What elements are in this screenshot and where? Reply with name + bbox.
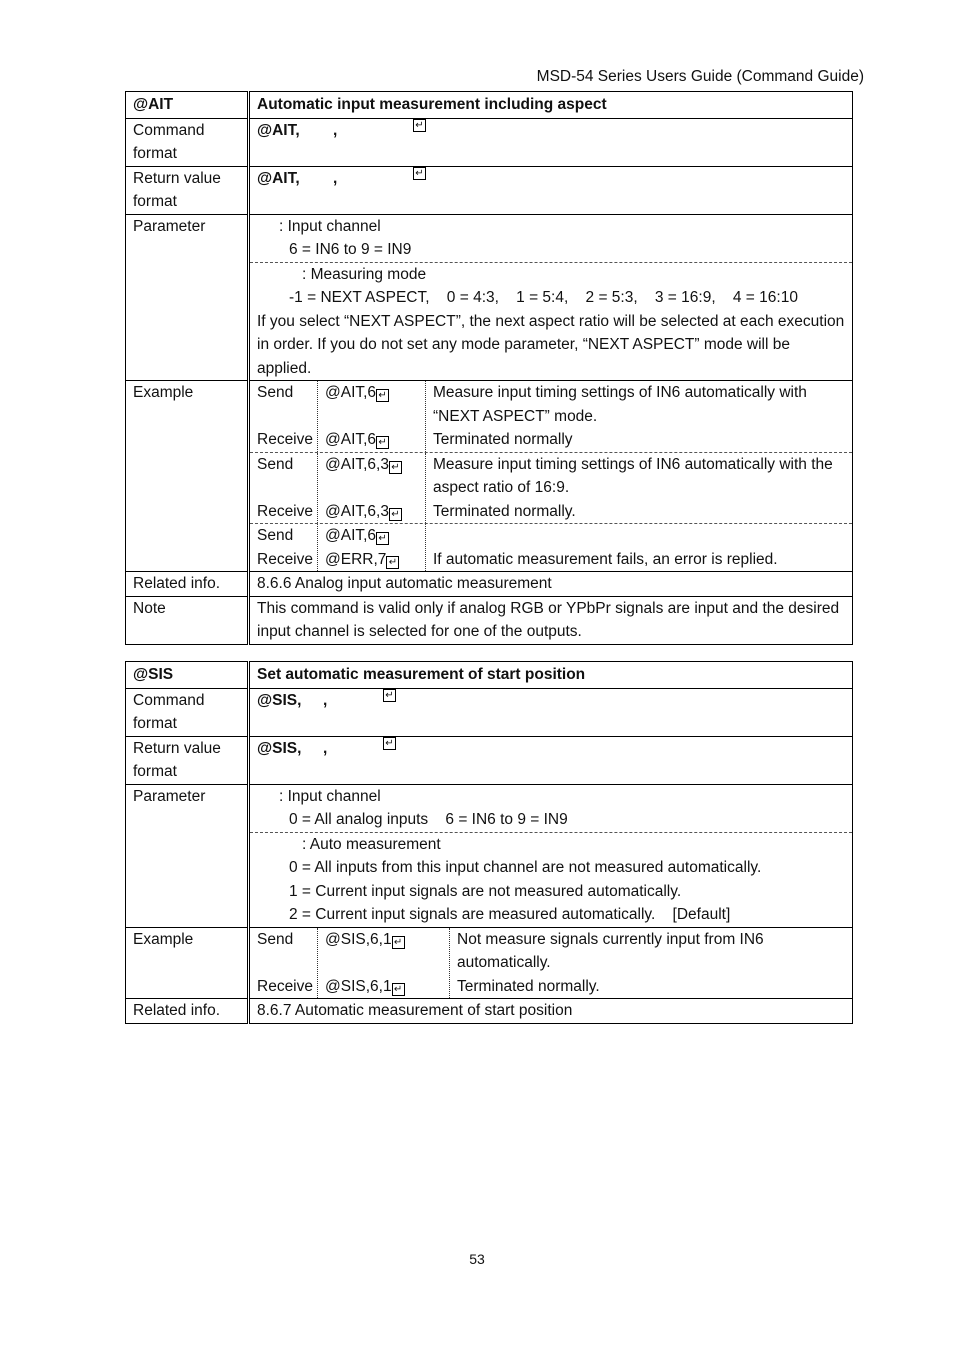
sis-param2-value-2: 2 = Current input signals are measured automatically. [Default]	[289, 906, 731, 923]
example-row	[250, 452, 852, 524]
sis-ret-comma: ,	[323, 739, 328, 757]
receive-description: If automatic measurement fails, an error is replied.	[433, 550, 778, 568]
ait-command-format-label: Command format	[126, 118, 249, 166]
sis-related-info: 8.6.7 Automatic measurement of start position	[249, 999, 853, 1024]
return-key-icon: ↵	[413, 119, 426, 132]
send-label: Send	[257, 384, 294, 401]
send-description: Not measure signals currently input from IN6 automatically.	[457, 930, 764, 971]
page-header: MSD-54 Series Users Guide (Command Guide)	[536, 68, 864, 85]
ait-command-format	[257, 119, 845, 143]
receive-description: Terminated normally.	[433, 502, 576, 520]
ait-param2-title: : Measuring mode	[302, 265, 427, 283]
ait-example-grid	[250, 381, 852, 571]
receive-command: @SIS,6,1	[325, 977, 392, 995]
ait-param2-values: -1 = NEXT ASPECT, 0 = 4:3, 1 = 5:4, 2 = 5:3, 3 = 16:9, 4 = 16:10	[289, 289, 798, 306]
sis-param1-title: : Input channel	[279, 787, 381, 805]
send-description: Measure input timing settings of IN6 automatically with the aspect ratio of 16:9.	[433, 455, 833, 496]
sis-param1-values: 0 = All analog inputs 6 = IN6 to 9 = IN9	[289, 811, 568, 828]
receive-label: Receive	[257, 550, 313, 568]
receive-description: Terminated normally.	[457, 977, 600, 995]
ait-related-label: Related info.	[126, 572, 249, 597]
ait-command-name: @AIT	[126, 92, 249, 119]
sis-return-format-label: Return value format	[126, 736, 249, 784]
sis-return-format	[257, 737, 845, 761]
return-key-icon: ↵	[376, 389, 389, 402]
page-number: 53	[469, 1251, 485, 1267]
sis-param2-title: : Auto measurement	[302, 835, 441, 853]
sis-example-grid	[250, 928, 852, 999]
sis-command-table	[125, 661, 853, 1024]
sis-cmd-comma: ,	[323, 691, 328, 709]
ait-command-title: Automatic input measurement including aspect	[249, 92, 853, 119]
send-label: Send	[257, 455, 294, 473]
sis-param2-value-1: 1 = Current input signals are not measured automatically.	[289, 882, 682, 900]
ait-ret-prefix: @AIT,	[257, 169, 300, 187]
sis-command-format	[257, 689, 845, 713]
sis-ret-prefix: @SIS,	[257, 739, 302, 757]
send-command: @AIT,6	[325, 527, 377, 544]
ait-parameter-label: Parameter	[126, 214, 249, 381]
receive-label: Receive	[257, 977, 313, 995]
return-key-icon: ↵	[376, 436, 389, 449]
example-row	[250, 381, 852, 452]
send-command: @SIS,6,1	[325, 930, 392, 948]
send-label: Send	[257, 527, 294, 544]
return-key-icon: ↵	[389, 508, 402, 521]
sis-example-label: Example	[126, 927, 249, 999]
receive-command: @AIT,6,3	[325, 502, 389, 520]
receive-description: Terminated normally	[433, 431, 573, 448]
return-key-icon: ↵	[389, 461, 402, 474]
return-key-icon: ↵	[392, 936, 405, 949]
sis-command-title: Set automatic measurement of start position	[249, 662, 853, 689]
example-row	[250, 523, 852, 571]
sis-command-name: @SIS	[126, 662, 249, 689]
return-key-icon: ↵	[376, 532, 389, 545]
send-command: @AIT,6,3	[325, 455, 389, 473]
ait-note-label: Note	[126, 596, 249, 644]
ait-note: This command is valid only if analog RGB or YPbPr signals are input and the desired input channel is selected for one of the outputs.	[249, 596, 853, 644]
return-key-icon: ↵	[413, 167, 426, 180]
sis-param2-value-0: 0 = All inputs from this input channel are not measured automatically.	[289, 859, 762, 876]
sis-related-label: Related info.	[126, 999, 249, 1024]
ait-return-format-label: Return value format	[126, 166, 249, 214]
ait-example-label: Example	[126, 381, 249, 572]
receive-label: Receive	[257, 431, 313, 448]
send-label: Send	[257, 930, 294, 948]
receive-label: Receive	[257, 502, 313, 520]
receive-command: @ERR,7	[325, 550, 387, 568]
return-key-icon: ↵	[383, 737, 396, 750]
ait-cmd-prefix: @AIT,	[257, 121, 300, 139]
sis-command-format-label: Command format	[126, 688, 249, 736]
return-key-icon: ↵	[386, 556, 399, 569]
ait-related-info: 8.6.6 Analog input automatic measurement	[249, 572, 853, 597]
return-key-icon: ↵	[392, 983, 405, 996]
sis-parameter-label: Parameter	[126, 784, 249, 927]
ait-cmd-comma: ,	[333, 121, 338, 139]
example-row	[250, 928, 852, 999]
ait-param1-values: 6 = IN6 to 9 = IN9	[289, 241, 412, 258]
ait-param1-title: : Input channel	[279, 217, 381, 235]
receive-command: @AIT,6	[325, 431, 377, 448]
ait-return-format	[257, 167, 845, 191]
return-key-icon: ↵	[383, 689, 396, 702]
ait-ret-comma: ,	[333, 169, 338, 187]
send-description: Measure input timing settings of IN6 automatically with “NEXT ASPECT” mode.	[433, 384, 807, 425]
sis-cmd-prefix: @SIS,	[257, 691, 302, 709]
ait-command-table	[125, 91, 853, 645]
send-command: @AIT,6	[325, 384, 377, 401]
ait-param2-note: If you select “NEXT ASPECT”, the next aspect ratio will be selected at each execution in order. If you do not set any mode parameter, “NEXT ASPECT” mode will be applied.	[257, 312, 845, 377]
